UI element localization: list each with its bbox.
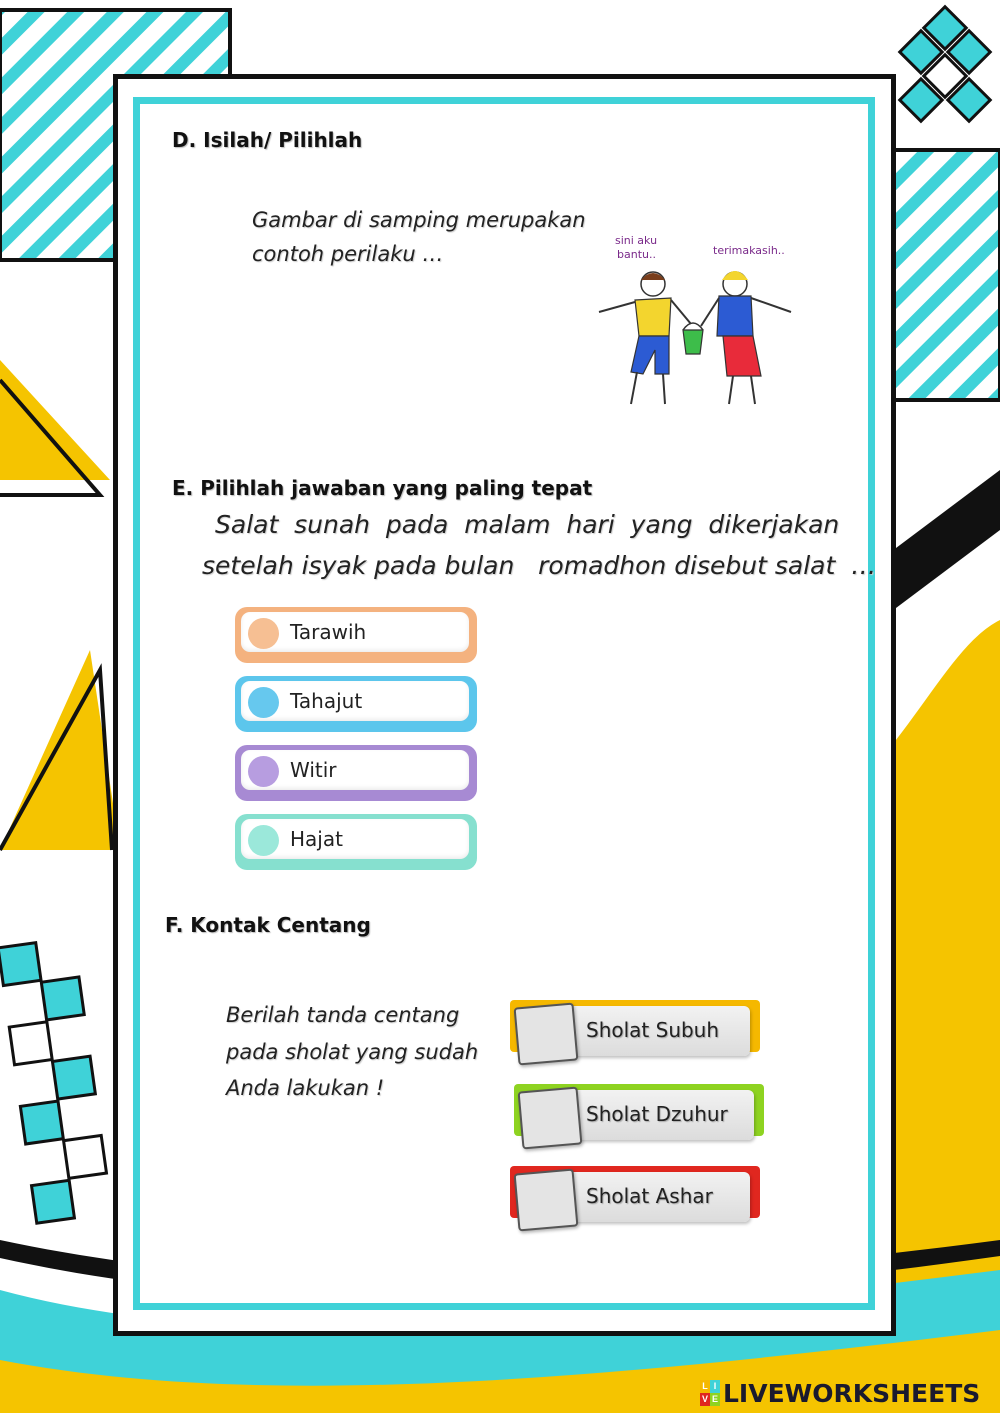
section-f-prompt-line2: pada sholat yang sudah: [226, 1040, 479, 1064]
checkbox-square-icon[interactable]: [518, 1086, 583, 1149]
section-d-prompt-line2: contoh perilaku …: [252, 242, 444, 266]
checkbox-square-icon[interactable]: [514, 1168, 579, 1231]
checker-grid-left: [0, 943, 106, 1224]
checkbox-sholat-dzuhur[interactable]: [514, 1080, 764, 1146]
option-witir[interactable]: [235, 745, 477, 801]
option-tahajut[interactable]: [235, 676, 477, 732]
checkbox-label: Sholat Dzuhur: [586, 1102, 728, 1126]
radio-dot-icon: [248, 618, 279, 649]
black-band-right: [880, 470, 1000, 620]
checkbox-label: Sholat Subuh: [586, 1018, 720, 1042]
option-hajat[interactable]: [235, 814, 477, 870]
yellow-triangle-left-1: [0, 360, 110, 480]
striped-panel-right: [880, 150, 1000, 400]
helping-children-illustration: [585, 232, 805, 417]
radio-dot-icon: [248, 687, 279, 718]
checkbox-square-icon[interactable]: [514, 1002, 579, 1065]
section-d-prompt-line1: Gambar di samping merupakan: [252, 208, 586, 232]
section-f-prompt-line3: Anda lakukan !: [226, 1076, 385, 1100]
speech-right: terimakasih..: [713, 244, 785, 257]
radio-dot-icon: [248, 756, 279, 787]
checkbox-sholat-ashar[interactable]: [510, 1162, 760, 1228]
section-e-question-line2: setelah isyak pada bulan romadhon disebut salat …: [202, 551, 877, 580]
section-f-title: F. Kontak Centang: [165, 913, 371, 937]
option-label: Tahajut: [290, 689, 363, 713]
logo-mark-icon: L I V E: [701, 1381, 718, 1404]
option-label: Hajat: [290, 827, 343, 851]
option-label: Tarawih: [290, 620, 367, 644]
option-label: Witir: [290, 758, 337, 782]
section-d-title: D. Isilah/ Pilihlah: [172, 128, 363, 152]
logo-text: LIVEWORKSHEETS: [723, 1378, 981, 1408]
section-f-prompt-line1: Berilah tanda centang: [226, 1003, 460, 1027]
liveworksheets-logo: [700, 1378, 980, 1408]
speech-left-line1: sini aku: [615, 234, 658, 247]
section-e-question-line1: Salat sunah pada malam hari yang dikerjakan: [215, 510, 840, 539]
checkbox-sholat-subuh[interactable]: [510, 996, 760, 1062]
speech-left-line2: bantu..: [617, 248, 656, 261]
option-tarawih[interactable]: [235, 607, 477, 663]
section-e-title: E. Pilihlah jawaban yang paling tepat: [172, 476, 593, 500]
radio-dot-icon: [248, 825, 279, 856]
checkbox-label: Sholat Ashar: [586, 1184, 713, 1208]
